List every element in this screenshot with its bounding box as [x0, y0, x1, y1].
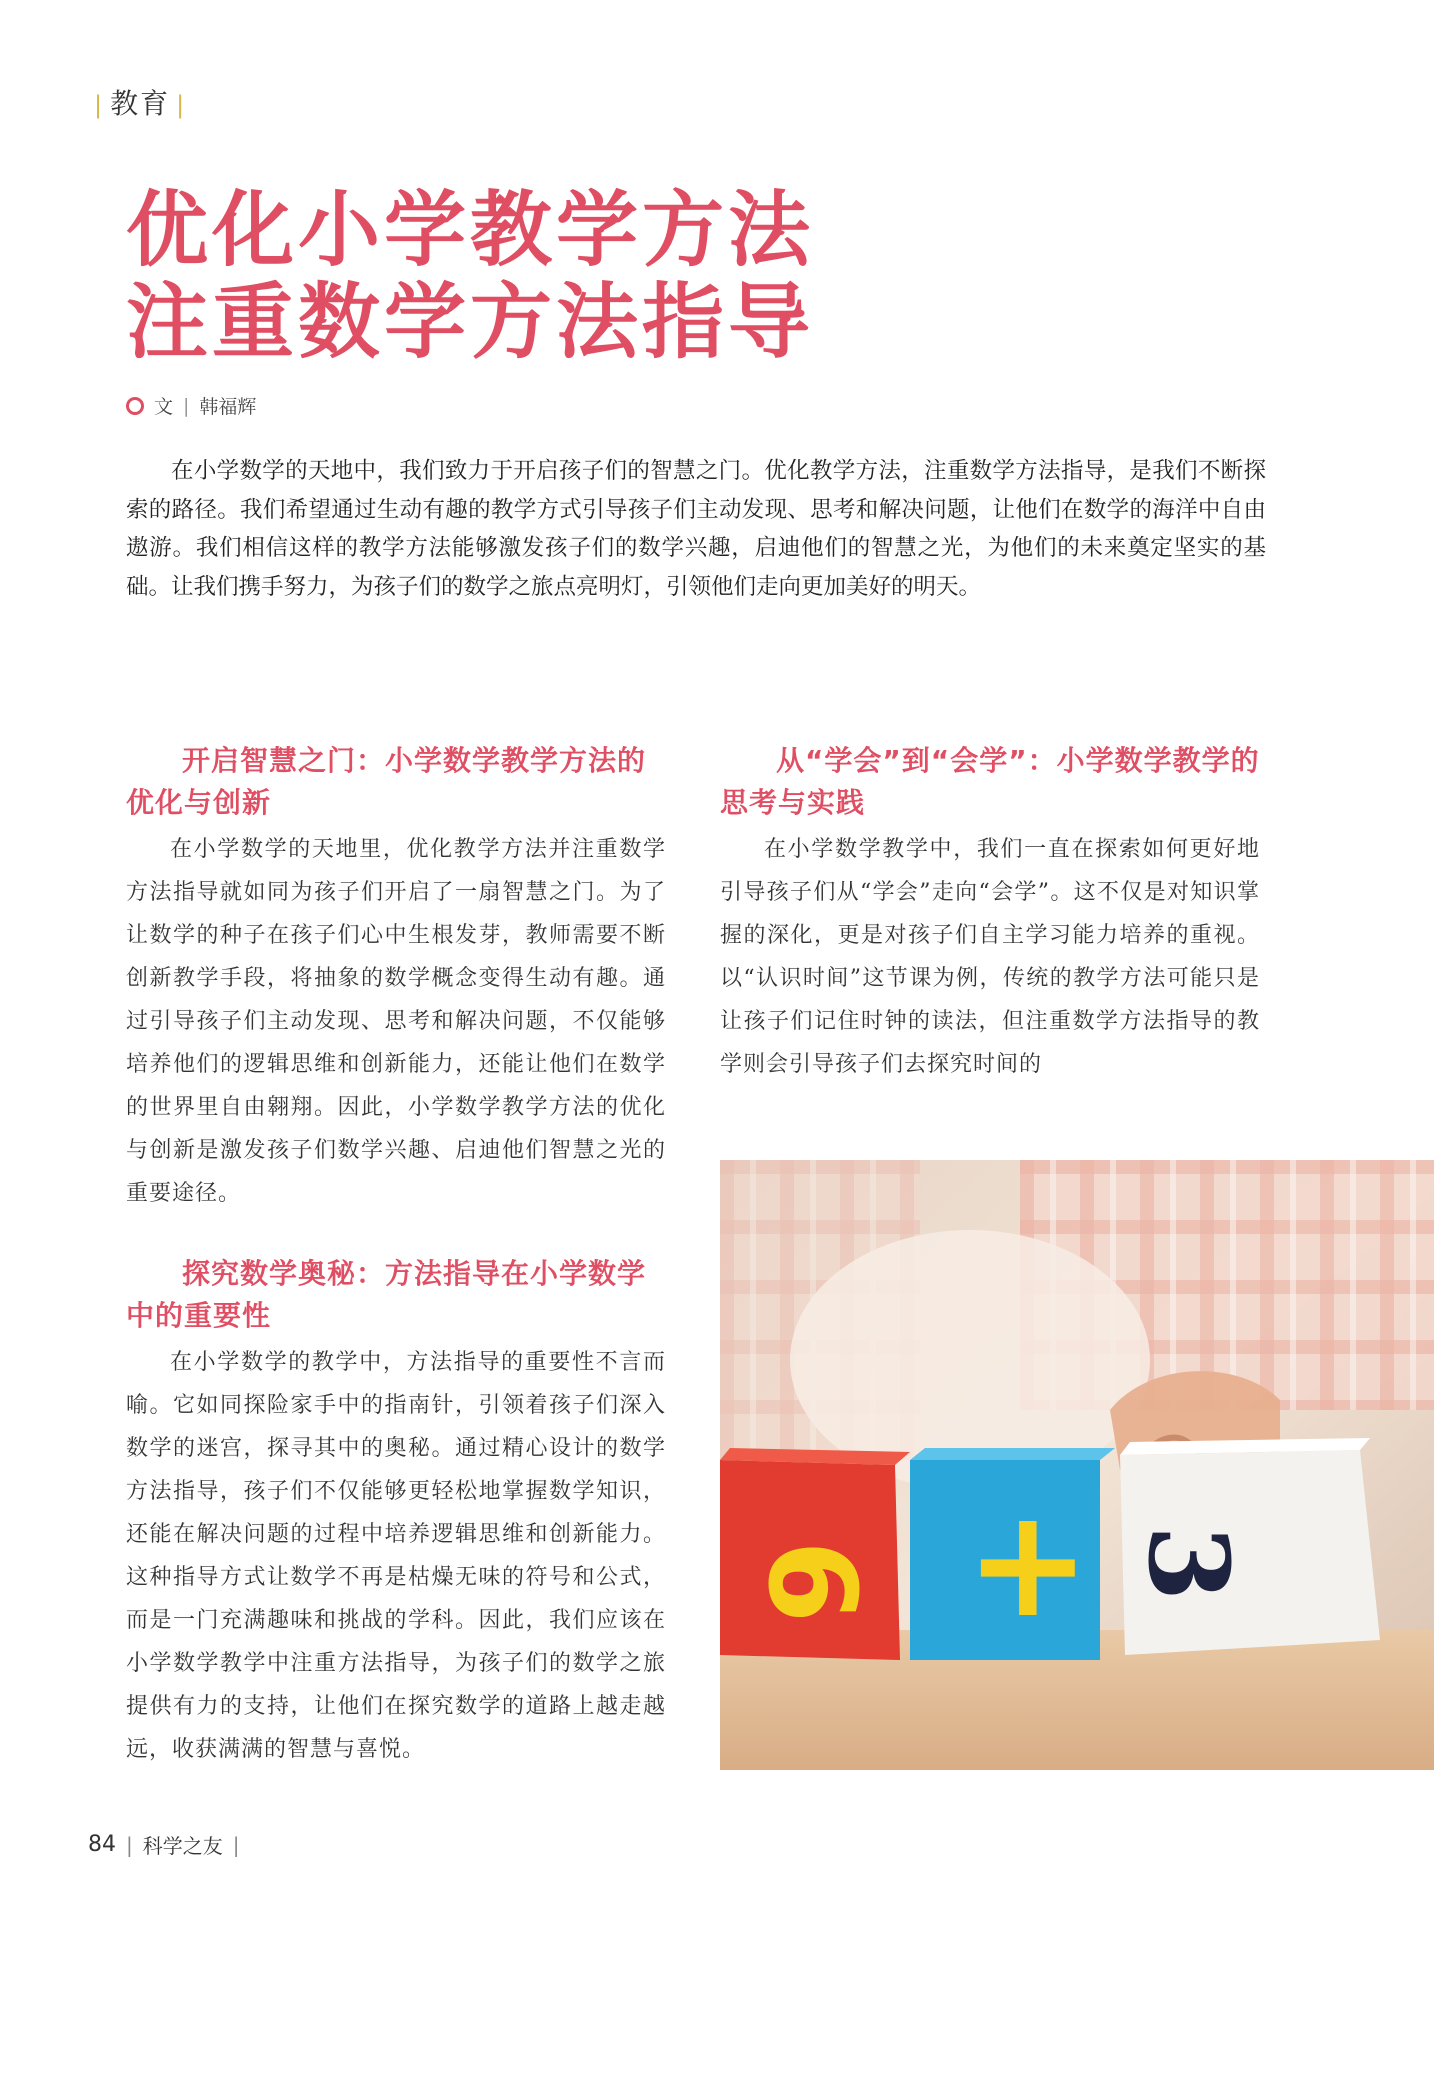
section-heading-3: 从“学会”到“会学”：小学数学教学的思考与实践 [720, 744, 1260, 819]
tag-bar-left: | [94, 91, 105, 119]
block-number-3: 3 [1124, 1525, 1253, 1602]
section-body-2: 在小学数学的教学中，方法指导的重要性不言而喻。它如同探险家手中的指南针，引领着孩子们深入数学的迷宫，探寻其中的奥秘。通过精心设计的数学方法指导，孩子们不仅能够更轻松地掌握数学知识，还能在解决问题的过程中培养逻辑思维和创新能力。这种指导方式让数学不再是枯燥无味的符号和公式，而是一门充满趣味和挑战的学科。因此，我们应该在小学数学教学中注重方法指导，为孩子们的数学之旅提供有力的支持，让他们在探究数学的道路上越走越远，收获满满的智慧与喜悦。 [126, 1350, 666, 1762]
section-heading-1: 开启智慧之门：小学数学教学方法的优化与创新 [126, 744, 647, 819]
blue-block [910, 1448, 1115, 1660]
photo-illustration [720, 1160, 1434, 1770]
section-body-3: 在小学数学教学中，我们一直在探索如何更好地引导孩子们从“学会”走向“会学”。这不仅是对知识掌握的深化，更是对孩子们自主学习能力培养的重视。以“认识时间”这节课为例，传统的教学方法可能只是让孩子们记住时钟的读法，但注重数学方法指导的教学则会引导孩子们去探究时间的 [720, 837, 1260, 1077]
red-block [720, 1448, 910, 1660]
title-line-2: 注重数学方法指导 [126, 275, 815, 370]
circle-bullet-icon [126, 397, 144, 415]
block-plus-sign: + [965, 1477, 1091, 1651]
section-body-1: 在小学数学的天地里，优化教学方法并注重数学方法指导就如同为孩子们开启了一扇智慧之门。为了让数学的种子在孩子们心中生根发芽，教师需要不断创新教学手段，将抽象的数学概念变得生动有趣。通过引导孩子们主动发现、思考和解决问题，不仅能够培养他们的逻辑思维和创新能力，还能让他们在数学的世界里自由翱翔。因此，小学数学教学方法的优化与创新是激发孩子们数学兴趣、启迪他们智慧之光的重要途径。 [126, 837, 666, 1206]
footer-separator-2: | [232, 1832, 240, 1857]
section-label: 教育 [110, 87, 171, 120]
section-tag [88, 82, 192, 122]
block-number-6: 6 [741, 1540, 880, 1624]
tag-bar-right: | [176, 91, 187, 119]
footer-separator: | [126, 1832, 133, 1857]
byline-author: 韩福辉 [199, 396, 257, 418]
right-column [720, 740, 1260, 1086]
byline-separator: | [183, 394, 190, 417]
page-footer [88, 1830, 240, 1859]
left-column [126, 740, 666, 1771]
intro-paragraph: 在小学数学的天地中，我们致力于开启孩子们的智慧之门。优化教学方法，注重数学方法指导，是我们不断探索的路径。我们希望通过生动有趣的教学方式引导孩子们主动发现、思考和解决问题，让他们在数学的海洋中自由遨游。我们相信这样的教学方法能够激发孩子们的数学兴趣，启迪他们的智慧之光，为他们的未来奠定坚实的基础。让我们携手努力，为孩子们的数学之旅点亮明灯，引领他们走向更加美好的明天。 [126, 458, 1266, 600]
magazine-name: 科学之友 [142, 1834, 223, 1858]
white-block [1120, 1438, 1380, 1655]
math-blocks-photo [720, 1160, 1434, 1770]
byline-prefix: 文 [154, 396, 174, 418]
page-number: 84 [88, 1832, 116, 1857]
byline [126, 392, 256, 419]
title-line-1: 优化小学教学方法 [126, 183, 815, 278]
section-heading-2: 探究数学奥秘：方法指导在小学数学中的重要性 [126, 1257, 647, 1332]
article-title [126, 185, 814, 369]
